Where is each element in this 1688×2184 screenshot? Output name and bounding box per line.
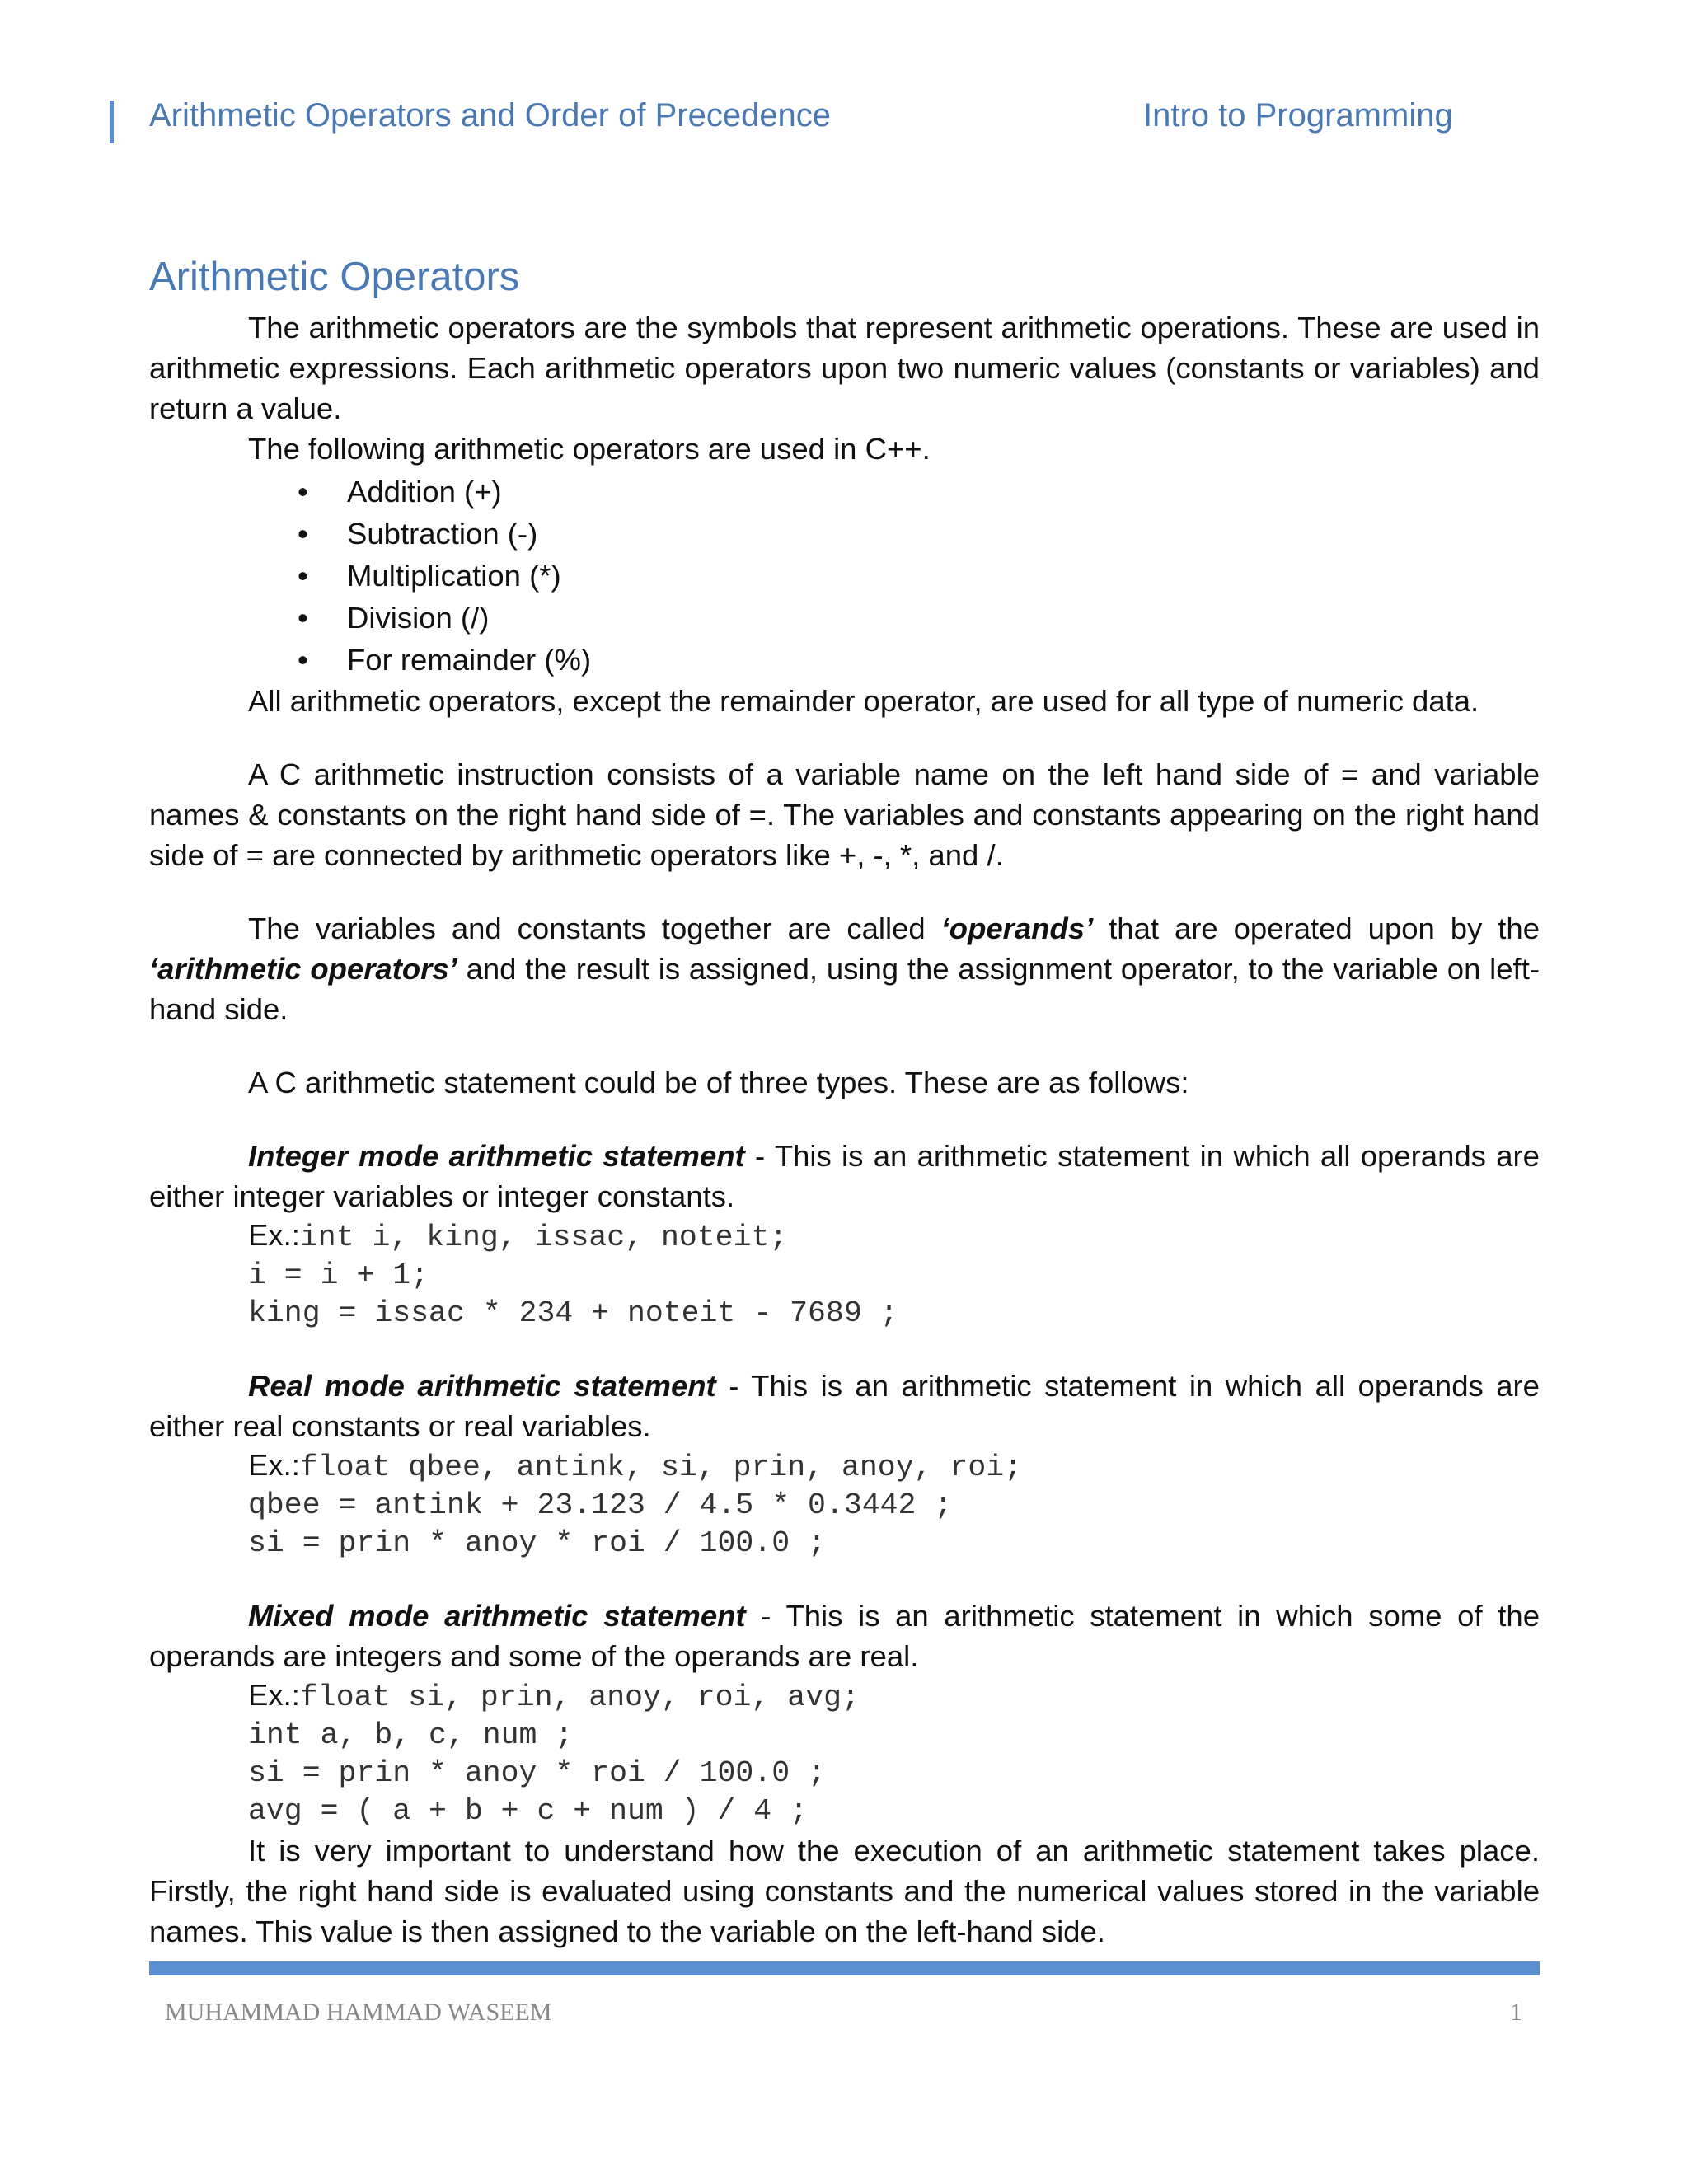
operator-list — [149, 471, 1540, 681]
real-mode-term: Real mode arithmetic statement — [248, 1369, 716, 1403]
code-text: int i, king, issac, noteit; — [299, 1221, 788, 1254]
arithmetic-operators-term: ‘arithmetic operators’ — [149, 952, 457, 986]
list-item-label: Division (/) — [347, 601, 490, 635]
bullet-icon: • — [298, 517, 308, 551]
example-label: Ex.: — [248, 1448, 300, 1482]
list-item-label: Multiplication (*) — [347, 559, 561, 593]
operands-term: ‘operands’ — [940, 912, 1094, 945]
integer-code-example — [248, 1216, 1540, 1333]
code-text: float qbee, antink, si, prin, anoy, roi; — [299, 1451, 1023, 1484]
real-code-example — [248, 1446, 1540, 1563]
operands-paragraph — [149, 908, 1540, 1029]
list-item — [298, 513, 1540, 555]
list-item — [298, 555, 1540, 597]
header-course-title: Intro to Programming — [1143, 97, 1453, 134]
mixed-code-example — [248, 1676, 1540, 1830]
code-line: int a, b, c, num ; — [248, 1718, 574, 1752]
code-line: king = issac * 234 + noteit - 7689 ; — [248, 1296, 898, 1330]
list-item-label: For remainder (%) — [347, 643, 592, 677]
header-document-title: Arithmetic Operators and Order of Precedence — [149, 97, 832, 134]
code-line — [248, 1216, 1540, 1257]
mixed-mode-text: - This is an arithmetic statement in which some of the operands are integers and some of the operands are real. — [149, 1599, 1540, 1673]
list-item-label: Subtraction (-) — [347, 517, 538, 551]
intro-paragraph: The arithmetic operators are the symbols that represent arithmetic operations. These are used in arithmetic expressions. Each arithmetic operators upon two numeric values (constants or variables) and return a value. — [149, 311, 1540, 425]
code-line: si = prin * anoy * roi / 100.0 ; — [248, 1756, 826, 1790]
page-number: 1 — [1510, 1999, 1522, 2026]
code-line — [248, 1676, 1540, 1717]
integer-mode-term: Integer mode arithmetic statement — [248, 1139, 745, 1173]
footer-author: MUHAMMAD HAMMAD WASEEM — [165, 1999, 552, 2026]
code-line: i = i + 1; — [248, 1258, 429, 1292]
instruction-paragraph: A C arithmetic instruction consists of a variable name on the left hand side of = and variable names & constants on the right hand side of =. The variables and constants appearing on the right hand side of = are connected by arithmetic operators like +, -, *, and /. — [149, 757, 1540, 872]
header-accent-bar — [110, 101, 114, 143]
operators-list-intro: The following arithmetic operators are used in C++. — [248, 432, 931, 466]
integer-mode-paragraph — [149, 1136, 1540, 1216]
operands-text-before: The variables and constants together are called — [248, 912, 941, 945]
real-mode-text: - This is an arithmetic statement in which all operands are either real constants or real variables. — [149, 1369, 1540, 1443]
operands-text-after: and the result is assigned, using the assignment operator, to the variable on left-hand side. — [149, 952, 1540, 1026]
numeric-data-paragraph: All arithmetic operators, except the remainder operator, are used for all type of numeric data. — [248, 684, 1479, 718]
example-label: Ex.: — [248, 1218, 300, 1252]
footer-divider — [149, 1961, 1540, 1975]
code-line: qbee = antink + 23.123 / 4.5 * 0.3442 ; — [248, 1488, 953, 1522]
bullet-icon: • — [298, 601, 308, 635]
execution-paragraph: It is very important to understand how the execution of an arithmetic statement takes place. Firstly, the right hand side is evaluated using constants and the numerical values stored in the variable names. This value is then assigned to the variable on the left-hand side. — [149, 1834, 1540, 1948]
list-item — [298, 597, 1540, 639]
list-item-label: Addition (+) — [347, 475, 502, 509]
integer-mode-text: - This is an arithmetic statement in which all operands are either integer variables or integer constants. — [149, 1139, 1540, 1213]
code-line — [248, 1446, 1540, 1487]
three-types-paragraph: A C arithmetic statement could be of three types. These are as follows: — [248, 1066, 1189, 1099]
code-line: avg = ( a + b + c + num ) / 4 ; — [248, 1794, 809, 1828]
mixed-mode-paragraph — [149, 1596, 1540, 1676]
bullet-icon: • — [298, 643, 308, 677]
bullet-icon: • — [298, 559, 308, 593]
example-label: Ex.: — [248, 1678, 300, 1712]
operands-text-middle: that are operated upon by the — [1093, 912, 1540, 945]
list-item — [298, 639, 1540, 681]
mixed-mode-term: Mixed mode arithmetic statement — [248, 1599, 746, 1633]
code-line: si = prin * anoy * roi / 100.0 ; — [248, 1526, 826, 1560]
code-text: float si, prin, anoy, roi, avg; — [299, 1680, 860, 1714]
bullet-icon: • — [298, 475, 308, 509]
section-title: Arithmetic Operators — [149, 255, 520, 299]
page-body — [149, 251, 1540, 1952]
real-mode-paragraph — [149, 1366, 1540, 1446]
list-item — [298, 471, 1540, 513]
